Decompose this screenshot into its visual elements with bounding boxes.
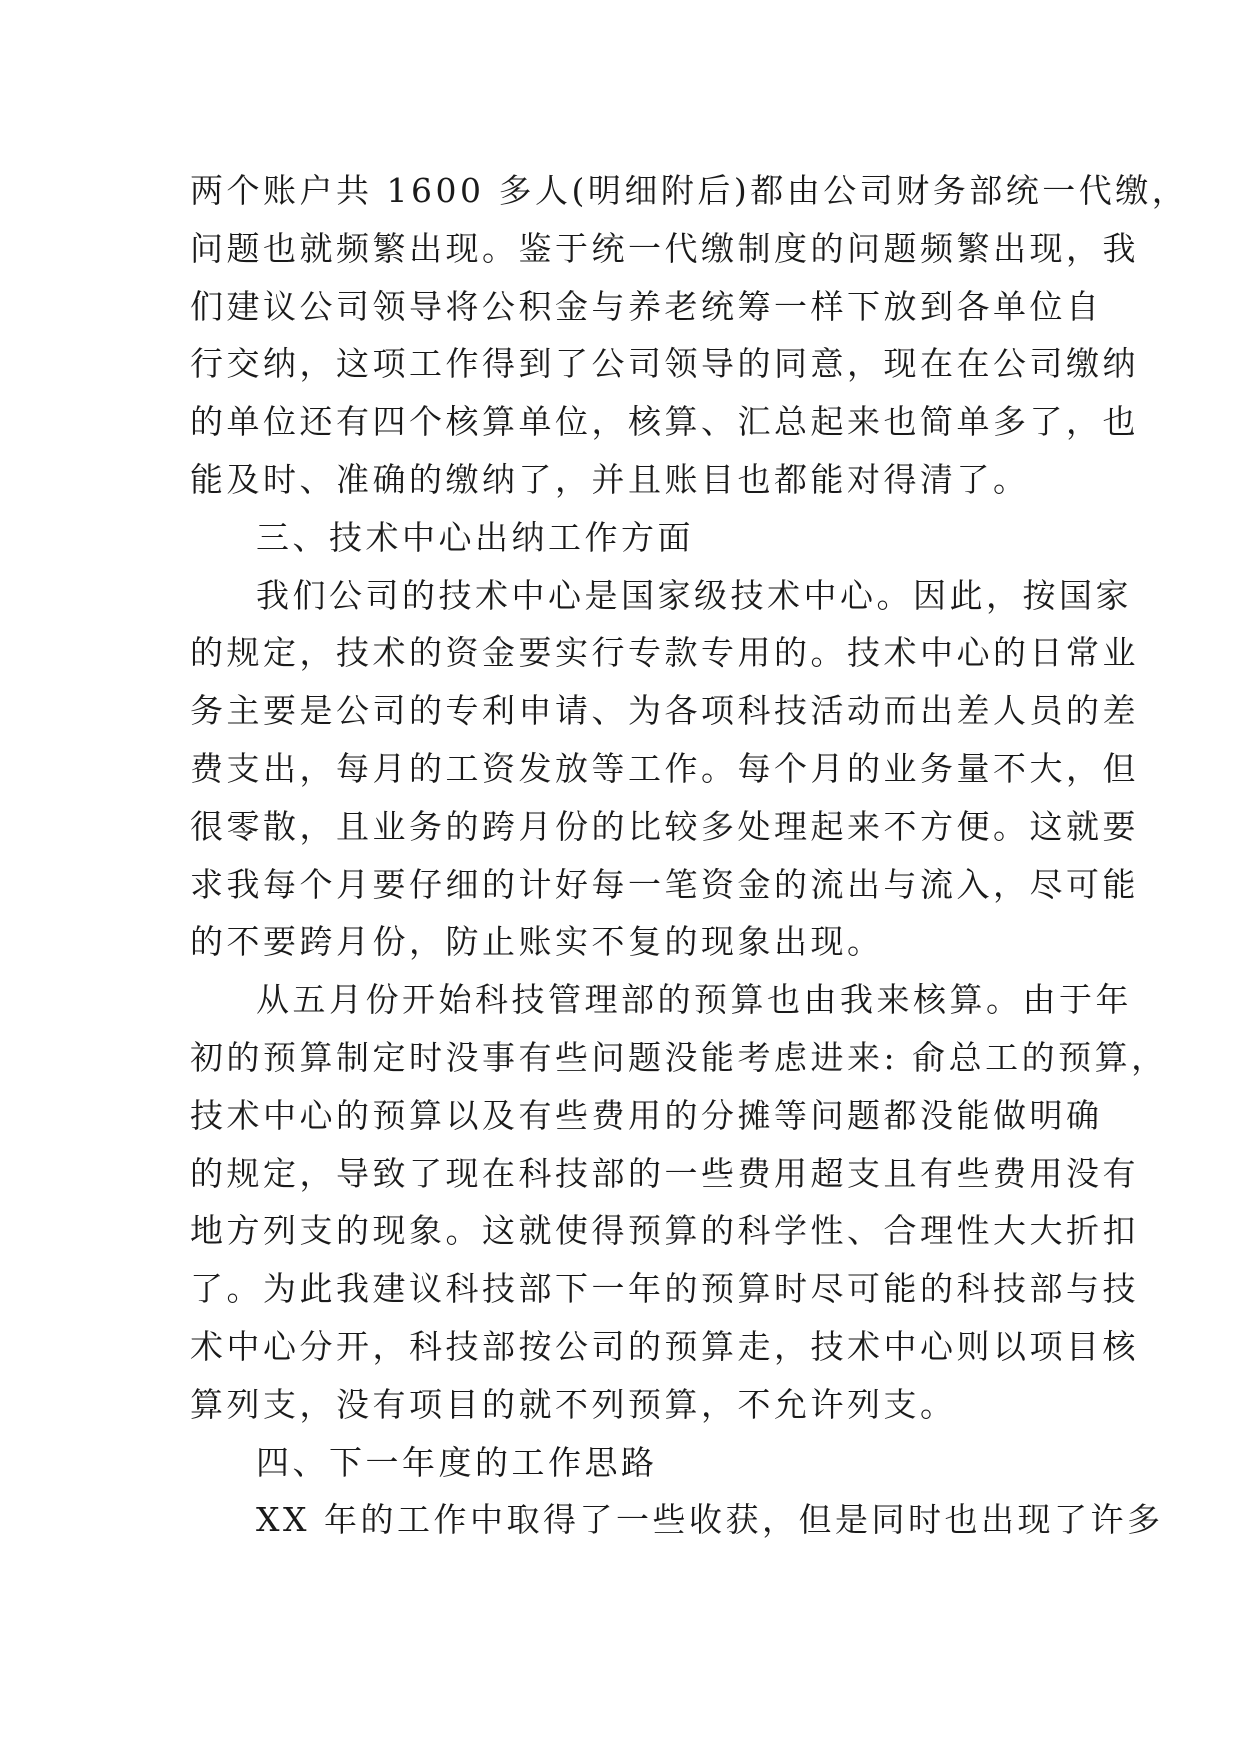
text-line: 地方列支的现象。这就使得预算的科学性、合理性大大折扣 (190, 1211, 1139, 1251)
text-line: 的规定，导致了现在科技部的一些费用超支且有些费用没有 (190, 1153, 1139, 1193)
text-line: 术中心分开，科技部按公司的预算走，技术中心则以项目核 (190, 1326, 1139, 1366)
text-line: 问题也就频繁出现。鉴于统一代缴制度的问题频繁出现，我 (190, 228, 1139, 268)
text-line: XX 年的工作中取得了一些收获，但是同时也出现了许多 (256, 1500, 1164, 1540)
text-line: 技术中心的预算以及有些费用的分摊等问题都没能做明确 (190, 1095, 1103, 1135)
text-line: 们建议公司领导将公积金与养老统筹一样下放到各单位自 (190, 286, 1103, 326)
text-line: 很零散，且业务的跨月份的比较多处理起来不方便。这就要 (190, 806, 1139, 846)
text-line: 求我每个月要仔细的计好每一笔资金的流出与流入，尽可能 (190, 864, 1139, 904)
text-line: 初的预算制定时没事有些问题没能考虑进来: 俞总工的预算， (190, 1037, 1168, 1077)
section-heading-4 (190, 1434, 1050, 1492)
paragraph-budget (190, 971, 1168, 1433)
paragraph-next-year (190, 1491, 1164, 1549)
text-line: 的不要跨月份，防止账实不复的现象出现。 (190, 922, 884, 962)
text-line: 从五月份开始科技管理部的预算也由我来核算。由于年 (256, 980, 1132, 1020)
heading-text: 三、技术中心出纳工作方面 (256, 517, 694, 557)
text-line: 行交纳，这项工作得到了公司领导的同意，现在在公司缴纳 (190, 344, 1139, 384)
text-line: 算列支，没有项目的就不列预算，不允许列支。 (190, 1384, 957, 1424)
text-line: 的单位还有四个核算单位，核算、汇总起来也简单多了，也 (190, 402, 1139, 442)
text-line: 费支出，每月的工资发放等工作。每个月的业务量不大，但 (190, 748, 1139, 788)
paragraph-tech-center (190, 567, 1139, 972)
heading-text: 四、下一年度的工作思路 (256, 1442, 658, 1482)
document-body (190, 162, 1189, 1549)
text-line: 两个账户共 1600 多人(明细附后)都由公司财务部统一代缴， (190, 171, 1189, 210)
text-line: 了。为此我建议科技部下一年的预算时尽可能的科技部与技 (190, 1269, 1139, 1309)
text-line: 的规定，技术的资金要实行专款专用的。技术中心的日常业 (190, 633, 1139, 673)
section-heading-3 (190, 509, 1050, 567)
text-line: 能及时、准确的缴纳了，并且账目也都能对得清了。 (190, 459, 1030, 499)
text-line: 务主要是公司的专利申请、为各项科技活动而出差人员的差 (190, 691, 1139, 731)
text-line: 我们公司的技术中心是国家级技术中心。因此，按国家 (256, 575, 1132, 615)
paragraph-accounts (190, 162, 1189, 509)
